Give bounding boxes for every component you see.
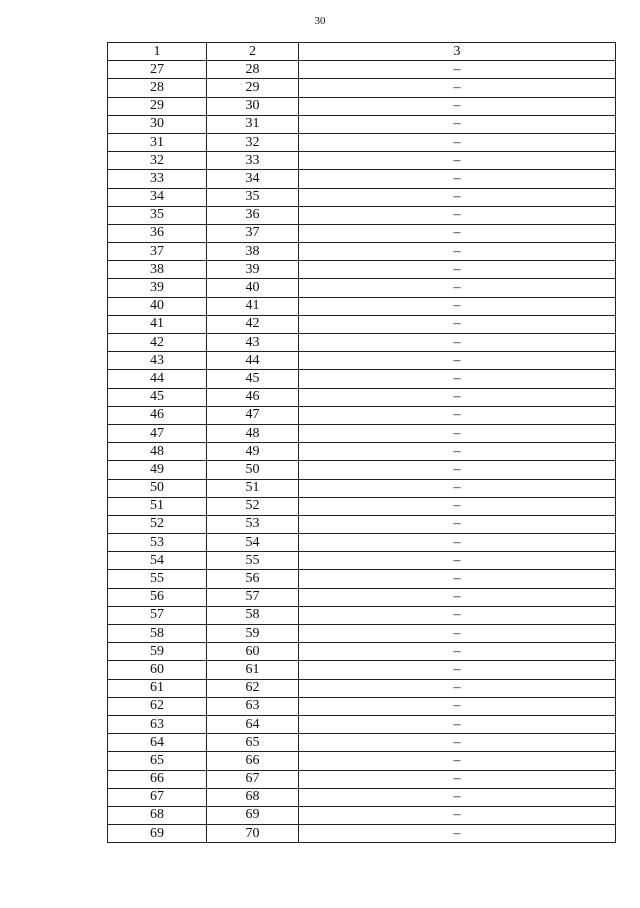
table-cell-col-1: 57 [108, 606, 207, 624]
table-cell-col-1: 50 [108, 479, 207, 497]
table-cell-col-1: 49 [108, 461, 207, 479]
table-cell-col-3: – [299, 334, 616, 352]
table-cell-col-3: – [299, 388, 616, 406]
table-row [108, 734, 616, 752]
table-cell-col-1: 60 [108, 661, 207, 679]
table-row [108, 61, 616, 79]
table-cell-col-2: 40 [207, 279, 299, 297]
table-row [108, 334, 616, 352]
table-cell-col-2: 41 [207, 297, 299, 315]
table-cell-col-3: – [299, 261, 616, 279]
table-body [108, 61, 616, 843]
table-cell-col-3: – [299, 661, 616, 679]
table-row [108, 770, 616, 788]
table-cell-col-1: 34 [108, 188, 207, 206]
table-cell-col-2: 50 [207, 461, 299, 479]
table-row [108, 679, 616, 697]
table-cell-col-3: – [299, 534, 616, 552]
table-cell-col-2: 66 [207, 752, 299, 770]
table-cell-col-2: 56 [207, 570, 299, 588]
table-cell-col-3: – [299, 133, 616, 151]
table-cell-col-2: 51 [207, 479, 299, 497]
table-row [108, 806, 616, 824]
table-cell-col-1: 42 [108, 334, 207, 352]
table-cell-col-2: 37 [207, 224, 299, 242]
table-row [108, 279, 616, 297]
table-row [108, 515, 616, 533]
table-cell-col-2: 30 [207, 97, 299, 115]
table-cell-col-3: – [299, 552, 616, 570]
table-cell-col-3: – [299, 606, 616, 624]
table-cell-col-3: – [299, 279, 616, 297]
table-cell-col-2: 29 [207, 79, 299, 97]
table-cell-col-3: – [299, 97, 616, 115]
table-cell-col-2: 63 [207, 697, 299, 715]
table-cell-col-1: 36 [108, 224, 207, 242]
table-cell-col-1: 55 [108, 570, 207, 588]
table-cell-col-3: – [299, 752, 616, 770]
table-cell-col-2: 52 [207, 497, 299, 515]
table-cell-col-1: 47 [108, 424, 207, 442]
table-row [108, 479, 616, 497]
table-cell-col-3: – [299, 770, 616, 788]
table-cell-col-1: 59 [108, 643, 207, 661]
table-cell-col-3: – [299, 806, 616, 824]
table-row [108, 79, 616, 97]
table-cell-col-3: – [299, 152, 616, 170]
table-row [108, 752, 616, 770]
table-row [108, 552, 616, 570]
table-cell-col-3: – [299, 170, 616, 188]
table-row [108, 497, 616, 515]
table-cell-col-1: 58 [108, 625, 207, 643]
table-cell-col-2: 69 [207, 806, 299, 824]
table-cell-col-1: 37 [108, 243, 207, 261]
table-header-row [108, 43, 616, 61]
table-row [108, 461, 616, 479]
table-cell-col-1: 40 [108, 297, 207, 315]
column-header-3: 3 [299, 43, 616, 61]
table-cell-col-2: 44 [207, 352, 299, 370]
column-header-1: 1 [108, 43, 207, 61]
table-row [108, 406, 616, 424]
table-cell-col-2: 45 [207, 370, 299, 388]
table-cell-col-3: – [299, 679, 616, 697]
table-cell-col-2: 48 [207, 424, 299, 442]
table-cell-col-3: – [299, 243, 616, 261]
table-cell-col-2: 55 [207, 552, 299, 570]
table-cell-col-2: 32 [207, 133, 299, 151]
table-cell-col-2: 43 [207, 334, 299, 352]
table-cell-col-2: 62 [207, 679, 299, 697]
table-cell-col-3: – [299, 570, 616, 588]
table-cell-col-3: – [299, 788, 616, 806]
table-cell-col-2: 36 [207, 206, 299, 224]
table-row [108, 625, 616, 643]
table-row [108, 352, 616, 370]
table-cell-col-3: – [299, 588, 616, 606]
table-cell-col-2: 67 [207, 770, 299, 788]
table-row [108, 788, 616, 806]
table-cell-col-2: 46 [207, 388, 299, 406]
table-cell-col-3: – [299, 352, 616, 370]
table-cell-col-3: – [299, 79, 616, 97]
table-row [108, 388, 616, 406]
table-cell-col-2: 61 [207, 661, 299, 679]
table-cell-col-3: – [299, 61, 616, 79]
table-cell-col-1: 69 [108, 825, 207, 843]
table-row [108, 152, 616, 170]
table-row [108, 297, 616, 315]
table-cell-col-1: 68 [108, 806, 207, 824]
table-row [108, 261, 616, 279]
table-cell-col-2: 42 [207, 315, 299, 333]
table-cell-col-1: 43 [108, 352, 207, 370]
table-cell-col-3: – [299, 734, 616, 752]
table-row [108, 715, 616, 733]
table-cell-col-1: 41 [108, 315, 207, 333]
table-row [108, 97, 616, 115]
table-cell-col-2: 58 [207, 606, 299, 624]
table-cell-col-2: 34 [207, 170, 299, 188]
table-cell-col-2: 64 [207, 715, 299, 733]
table-row [108, 825, 616, 843]
table-row [108, 443, 616, 461]
table-cell-col-1: 35 [108, 206, 207, 224]
table-cell-col-1: 46 [108, 406, 207, 424]
table-cell-col-1: 51 [108, 497, 207, 515]
table-cell-col-1: 52 [108, 515, 207, 533]
table-cell-col-1: 48 [108, 443, 207, 461]
table-cell-col-1: 54 [108, 552, 207, 570]
table-row [108, 370, 616, 388]
table-cell-col-3: – [299, 370, 616, 388]
table-cell-col-1: 63 [108, 715, 207, 733]
table-row [108, 206, 616, 224]
table-cell-col-3: – [299, 479, 616, 497]
table-row [108, 243, 616, 261]
table-cell-col-1: 61 [108, 679, 207, 697]
table-cell-col-2: 47 [207, 406, 299, 424]
table-row [108, 534, 616, 552]
table-row [108, 424, 616, 442]
table-cell-col-3: – [299, 206, 616, 224]
table-cell-col-1: 53 [108, 534, 207, 552]
table-cell-col-1: 56 [108, 588, 207, 606]
table-cell-col-1: 39 [108, 279, 207, 297]
table-row [108, 133, 616, 151]
table-row [108, 188, 616, 206]
table-cell-col-2: 31 [207, 115, 299, 133]
table-cell-col-1: 38 [108, 261, 207, 279]
table-cell-col-3: – [299, 515, 616, 533]
table-cell-col-1: 66 [108, 770, 207, 788]
table-cell-col-2: 49 [207, 443, 299, 461]
table-cell-col-3: – [299, 188, 616, 206]
table-cell-col-3: – [299, 297, 616, 315]
table-cell-col-3: – [299, 315, 616, 333]
table-cell-col-1: 67 [108, 788, 207, 806]
table-cell-col-3: – [299, 697, 616, 715]
table-cell-col-2: 28 [207, 61, 299, 79]
table-cell-col-1: 62 [108, 697, 207, 715]
table-cell-col-2: 38 [207, 243, 299, 261]
table-cell-col-1: 45 [108, 388, 207, 406]
table-cell-col-2: 60 [207, 643, 299, 661]
table-cell-col-3: – [299, 625, 616, 643]
table-cell-col-2: 39 [207, 261, 299, 279]
table-cell-col-3: – [299, 115, 616, 133]
table-cell-col-1: 44 [108, 370, 207, 388]
table-cell-col-3: – [299, 461, 616, 479]
table-cell-col-1: 32 [108, 152, 207, 170]
page-number: 30 [314, 15, 326, 27]
table-row [108, 170, 616, 188]
table-row [108, 315, 616, 333]
table-cell-col-1: 27 [108, 61, 207, 79]
table-cell-col-3: – [299, 497, 616, 515]
table-cell-col-1: 65 [108, 752, 207, 770]
table-cell-col-1: 64 [108, 734, 207, 752]
table-cell-col-2: 57 [207, 588, 299, 606]
column-header-2: 2 [207, 43, 299, 61]
table-row [108, 115, 616, 133]
table-cell-col-2: 68 [207, 788, 299, 806]
table-cell-col-3: – [299, 406, 616, 424]
table-row [108, 697, 616, 715]
table-cell-col-2: 33 [207, 152, 299, 170]
table-cell-col-2: 53 [207, 515, 299, 533]
table-row [108, 224, 616, 242]
table-cell-col-3: – [299, 424, 616, 442]
table-cell-col-3: – [299, 443, 616, 461]
table-cell-col-1: 30 [108, 115, 207, 133]
table-row [108, 661, 616, 679]
table-cell-col-2: 35 [207, 188, 299, 206]
table-cell-col-1: 28 [108, 79, 207, 97]
table-cell-col-3: – [299, 224, 616, 242]
table-cell-col-2: 59 [207, 625, 299, 643]
table-row [108, 643, 616, 661]
table-row [108, 606, 616, 624]
table-cell-col-2: 65 [207, 734, 299, 752]
table-cell-col-1: 33 [108, 170, 207, 188]
table-cell-col-2: 70 [207, 825, 299, 843]
table-cell-col-2: 54 [207, 534, 299, 552]
table-cell-col-3: – [299, 715, 616, 733]
data-table [107, 42, 616, 843]
table-row [108, 570, 616, 588]
table-cell-col-1: 31 [108, 133, 207, 151]
table-cell-col-1: 29 [108, 97, 207, 115]
table-cell-col-3: – [299, 825, 616, 843]
table-cell-col-3: – [299, 643, 616, 661]
table-row [108, 588, 616, 606]
